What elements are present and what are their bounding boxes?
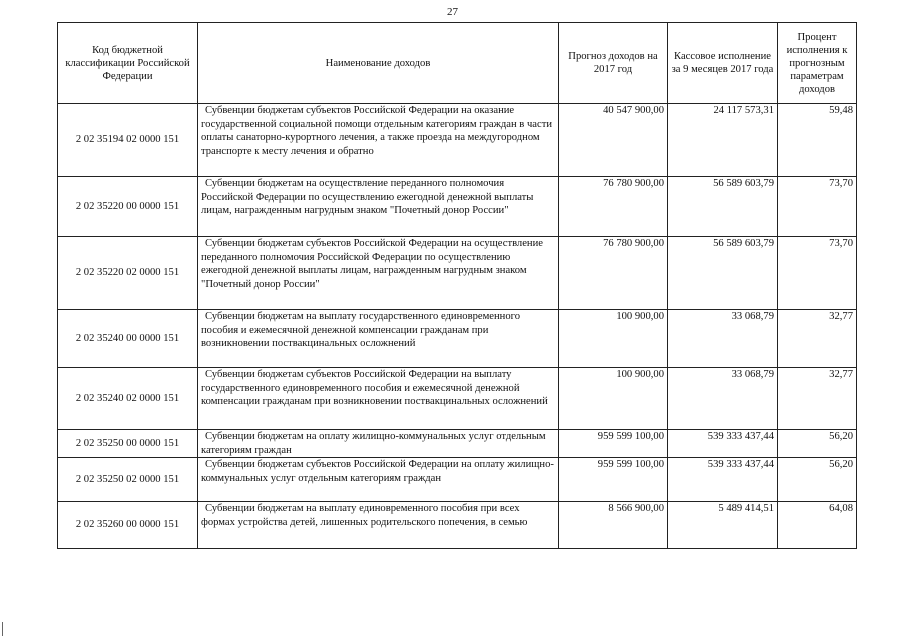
cell-code: 2 02 35250 00 0000 151 — [58, 430, 198, 458]
cell-name-text: Субвенции бюджетам на осуществление переданного полномочия Российской Федерации по осуществлению ежегодной денежной выплаты лицам, награжденным нагрудным знаком "Почетный донор России" — [201, 178, 534, 217]
cell-name — [198, 458, 559, 502]
table-row — [58, 368, 857, 430]
revenue-table — [57, 22, 857, 549]
cell-actual: 33 068,79 — [668, 368, 778, 430]
cell-forecast: 76 780 900,00 — [559, 237, 668, 310]
table-row — [58, 177, 857, 237]
cell-code: 2 02 35220 02 0000 151 — [58, 237, 198, 310]
cell-name — [198, 310, 559, 368]
cell-code: 2 02 35260 00 0000 151 — [58, 502, 198, 549]
cell-name — [198, 177, 559, 237]
cell-forecast: 76 780 900,00 — [559, 177, 668, 237]
cell-name — [198, 104, 559, 177]
cell-name — [198, 368, 559, 430]
header-name: Наименование доходов — [198, 23, 559, 104]
scan-edge-mark — [2, 622, 3, 636]
cell-actual: 539 333 437,44 — [668, 458, 778, 502]
cell-code: 2 02 35194 02 0000 151 — [58, 104, 198, 177]
cell-percent: 73,70 — [778, 177, 857, 237]
table-row — [58, 502, 857, 549]
table-row — [58, 237, 857, 310]
cell-actual: 33 068,79 — [668, 310, 778, 368]
cell-forecast: 100 900,00 — [559, 310, 668, 368]
table-row — [58, 310, 857, 368]
cell-percent: 32,77 — [778, 310, 857, 368]
cell-percent: 64,08 — [778, 502, 857, 549]
cell-percent: 73,70 — [778, 237, 857, 310]
cell-actual: 5 489 414,51 — [668, 502, 778, 549]
cell-name-text: Субвенции бюджетам субъектов Российской Федерации на оплату жилищно-коммунальных услуг отдельным категориям граждан — [201, 459, 554, 484]
cell-name-text: Субвенции бюджетам субъектов Российской Федерации на осуществление переданного полномочия Российской Федерации по осуществлению ежегодной денежной выплаты лицам, награжденным нагрудным знаком "Почетный донор России" — [201, 238, 543, 290]
cell-code: 2 02 35220 00 0000 151 — [58, 177, 198, 237]
cell-name — [198, 502, 559, 549]
cell-forecast: 100 900,00 — [559, 368, 668, 430]
cell-name-text: Субвенции бюджетам субъектов Российской Федерации на выплату государственного единовременного пособия и ежемесячной денежной компенсации гражданам при возникновении поствакцинальных осложнений — [201, 369, 548, 408]
cell-forecast: 959 599 100,00 — [559, 458, 668, 502]
header-forecast: Прогноз доходов на 2017 год — [559, 23, 668, 104]
cell-percent: 59,48 — [778, 104, 857, 177]
table-body — [58, 104, 857, 549]
cell-actual: 56 589 603,79 — [668, 177, 778, 237]
cell-name-text: Субвенции бюджетам на выплату единовременного пособия при всех формах устройства детей, лишенных родительского попечения, в семью — [201, 503, 528, 528]
cell-actual: 24 117 573,31 — [668, 104, 778, 177]
table-row — [58, 458, 857, 502]
table-row — [58, 430, 857, 458]
cell-percent: 56,20 — [778, 430, 857, 458]
cell-forecast: 8 566 900,00 — [559, 502, 668, 549]
cell-percent: 32,77 — [778, 368, 857, 430]
header-row — [58, 23, 857, 104]
header-code: Код бюджетной классификации Российской Федерации — [58, 23, 198, 104]
cell-percent: 56,20 — [778, 458, 857, 502]
cell-name — [198, 237, 559, 310]
header-percent: Процент исполнения к прогнозным параметрам доходов — [778, 23, 857, 104]
cell-actual: 56 589 603,79 — [668, 237, 778, 310]
cell-code: 2 02 35240 02 0000 151 — [58, 368, 198, 430]
cell-forecast: 40 547 900,00 — [559, 104, 668, 177]
table-row — [58, 104, 857, 177]
cell-actual: 539 333 437,44 — [668, 430, 778, 458]
cell-name-text: Субвенции бюджетам на оплату жилищно-коммунальных услуг отдельным категориям граждан — [201, 431, 546, 456]
table-header — [58, 23, 857, 104]
cell-code: 2 02 35250 02 0000 151 — [58, 458, 198, 502]
cell-name-text: Субвенции бюджетам на выплату государственного единовременного пособия и ежемесячной денежной компенсации гражданам при возникновении поствакцинальных осложнений — [201, 311, 520, 350]
cell-forecast: 959 599 100,00 — [559, 430, 668, 458]
cell-name — [198, 430, 559, 458]
cell-name-text: Субвенции бюджетам субъектов Российской Федерации на оказание государственной социальной помощи отдельным категориям граждан в части оплаты санаторно-курортного лечения, а также проезда на междугородном транспорте к месту лечения и обратно — [201, 105, 552, 157]
header-actual: Кассовое исполнение за 9 месяцев 2017 года — [668, 23, 778, 104]
cell-code: 2 02 35240 00 0000 151 — [58, 310, 198, 368]
page-number: 27 — [447, 6, 458, 18]
